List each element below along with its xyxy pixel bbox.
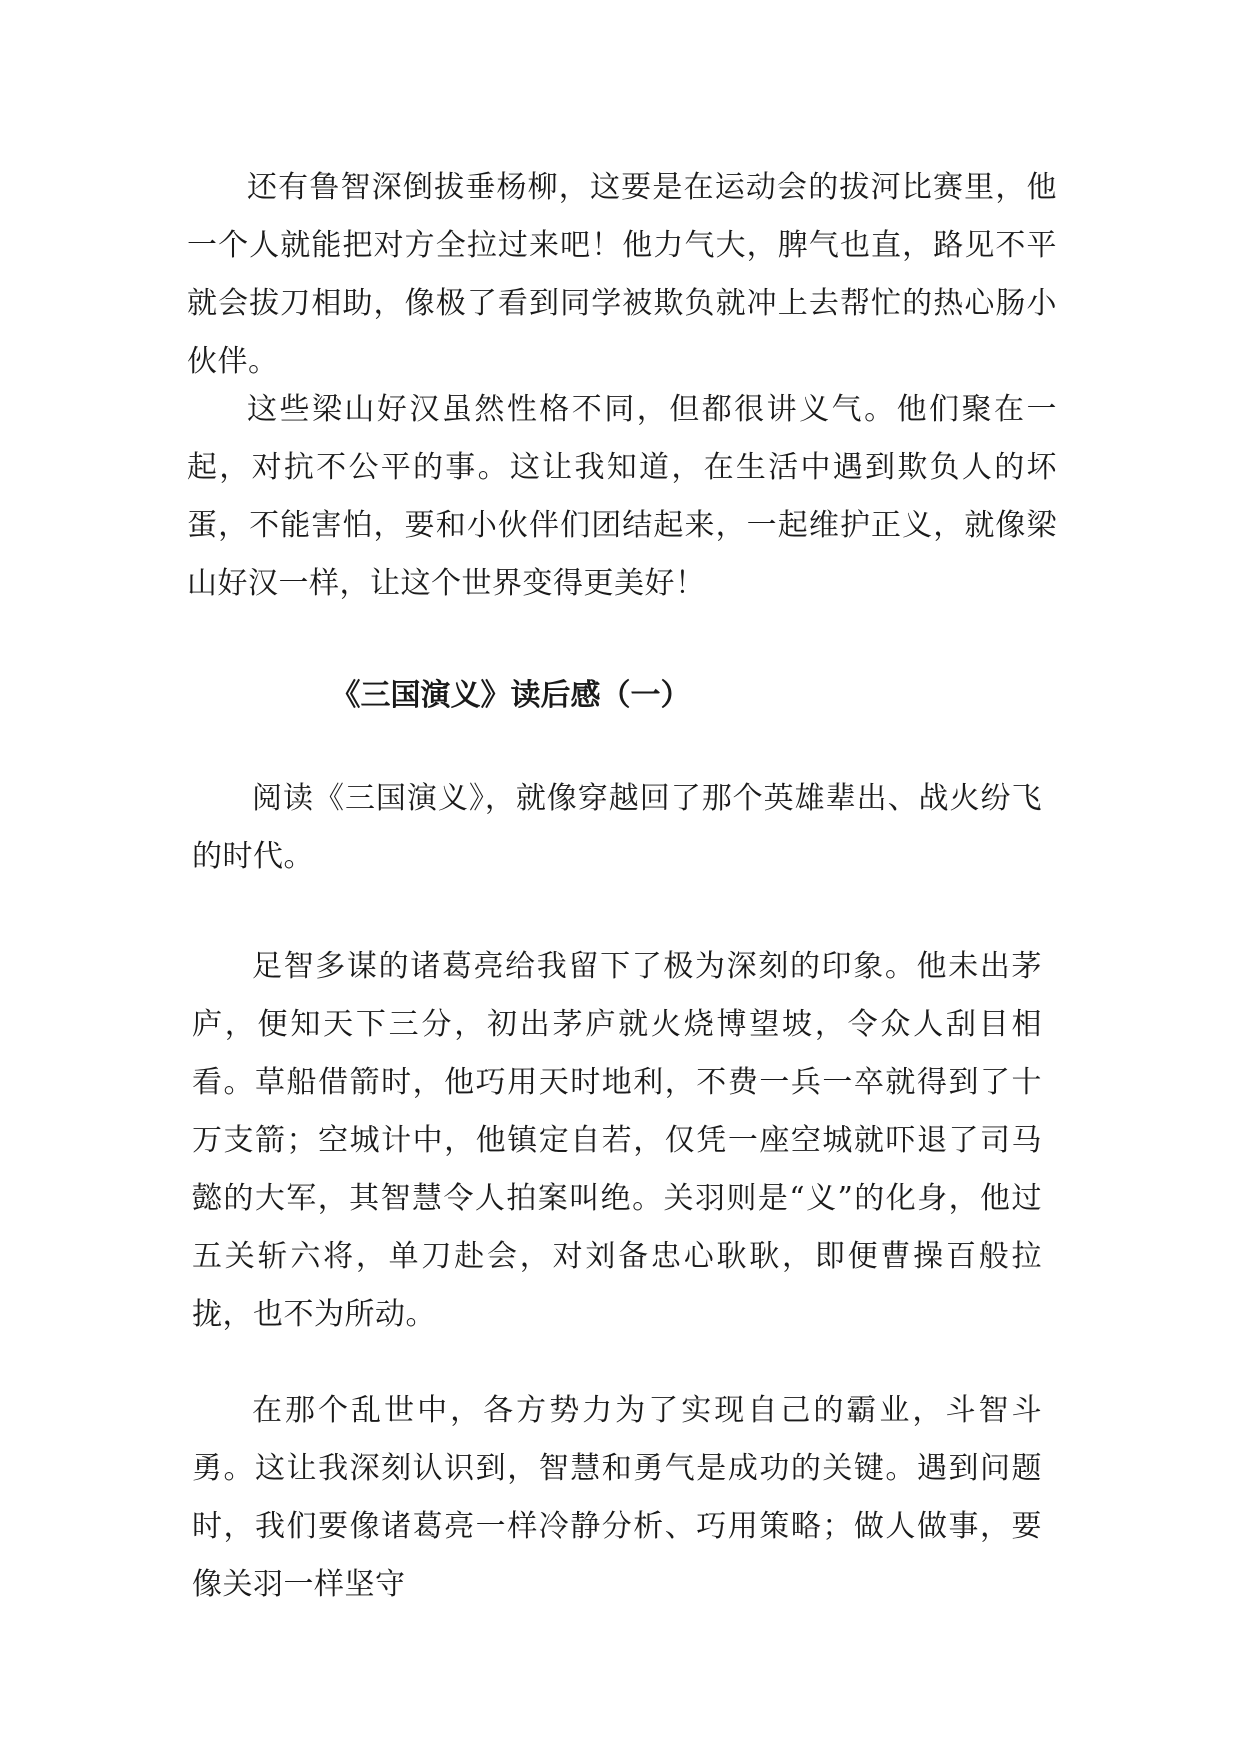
section-title: 《三国演义》读后感（一） xyxy=(330,678,691,713)
paragraph-intro: 阅读《三国演义》，就像穿越回了那个英雄辈出、战火纷飞的时代。 xyxy=(192,781,1042,874)
paragraph-lu-zhishen: 还有鲁智深倒拔垂杨柳，这要是在运动会的拔河比赛里，他一个人就能把对方全拉过来吧！他力气大，脾气也直，路见不平就会拔刀相助，像极了看到同学被欺负就冲上去帮忙的热心肠小伙伴。 xyxy=(187,170,1057,379)
paragraph-zhuge-liang-guan-yu: 足智多谋的诸葛亮给我留下了极为深刻的印象。他未出茅庐，便知天下三分，初出茅庐就火烧博望坡，令众人刮目相看。草船借箭时，他巧用天时地利，不费一兵一卒就得到了十万支箭；空城计中，他镇定自若，仅凭一座空城就吓退了司马懿的大军，其智慧令人拍案叫绝。关羽则是“义”的化身，他过五关斩六将，单刀赴会，对刘备忠心耿耿，即便曹操百般拉拢，也不为所动。 xyxy=(192,949,1042,1332)
paragraph-wisdom-courage: 在那个乱世中，各方势力为了实现自己的霸业，斗智斗勇。这让我深刻认识到，智慧和勇气是成功的关键。遇到问题时，我们要像诸葛亮一样冷静分析、巧用策略；做人做事，要像关羽一样坚守 xyxy=(192,1393,1042,1602)
paragraph-liangshan-heroes: 这些梁山好汉虽然性格不同，但都很讲义气。他们聚在一起，对抗不公平的事。这让我知道，在生活中遇到欺负人的坏蛋，不能害怕，要和小伙伴们团结起来，一起维护正义，就像梁山好汉一样，让这个世界变得更美好！ xyxy=(187,392,1057,601)
